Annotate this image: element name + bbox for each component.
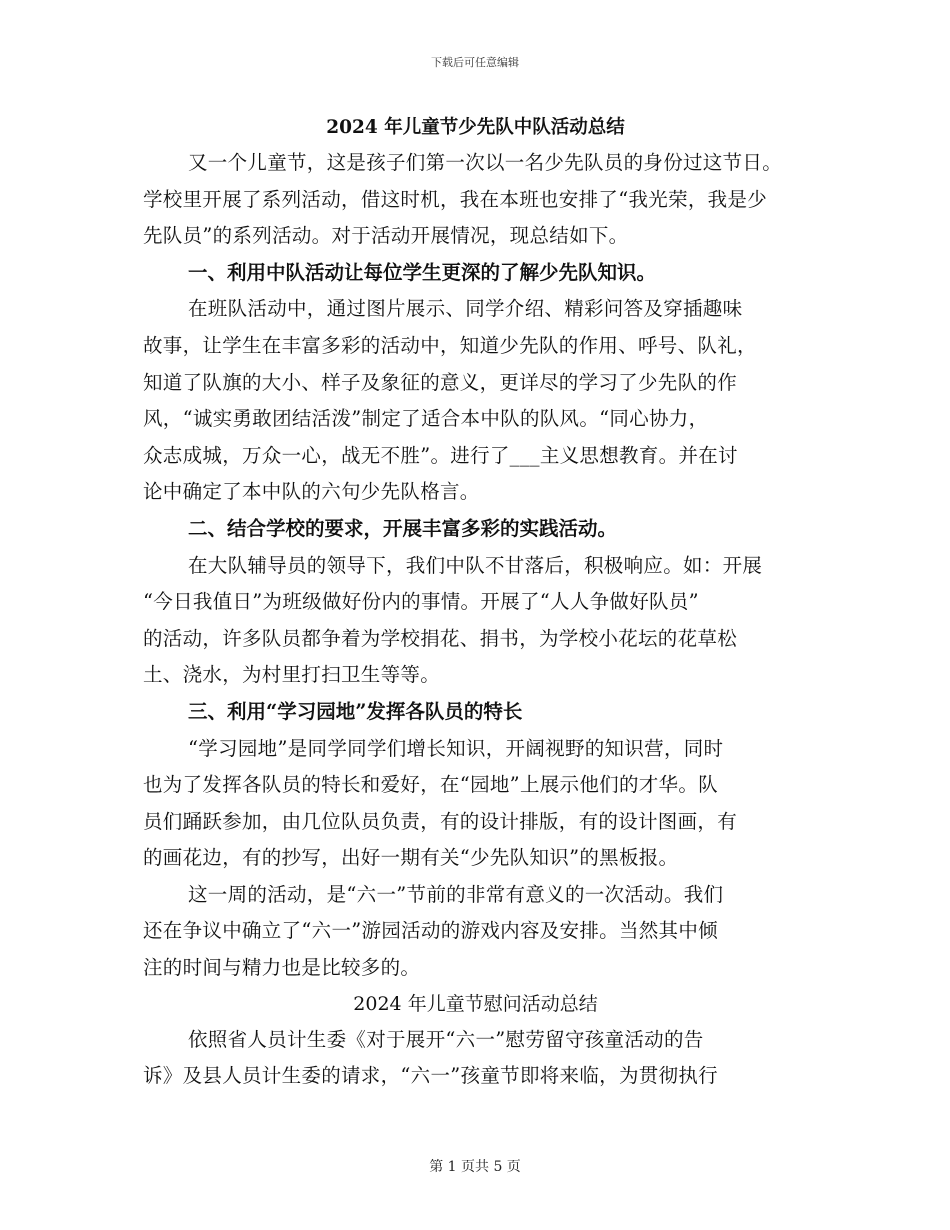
text-line: 风，“诚实勇敢团结活泼”制定了适合本中队的队风。“同心协力， bbox=[143, 407, 709, 431]
closing-paragraph bbox=[143, 877, 808, 987]
page-number: 第 1 页共 5 页 bbox=[429, 1159, 521, 1175]
section-heading-2: 二、结合学校的要求，开展丰富多彩的实践活动。 bbox=[188, 516, 618, 540]
second-doc-paragraph bbox=[143, 1022, 808, 1095]
section-heading-3: 三、利用“学习园地”发挥各队员的特长 bbox=[188, 699, 523, 723]
text-line: 学校里开展了系列活动，借这时机，我在本班也安排了“我光荣，我是少 bbox=[143, 187, 768, 211]
text-line: 员们踊跃参加，由几位队员负责，有的设计排版，有的设计图画，有 bbox=[143, 809, 738, 833]
text-line: “今日我值日”为班级做好份内的事情。开展了“人人争做好队员” bbox=[143, 590, 699, 614]
text-line: 还在争议中确立了“六一”游园活动的游戏内容及安排。当然其中倾 bbox=[143, 919, 718, 943]
text-line: 这一周的活动，是“六一”节前的非常有意义的一次活动。我们 bbox=[188, 882, 724, 906]
text-line: 知道了队旗的大小、样子及象征的意义，更详尽的学习了少先队的作 bbox=[143, 370, 738, 394]
section-2-paragraph bbox=[143, 548, 808, 694]
text-line: 在班队活动中，通过图片展示、同学介绍、精彩问答及穿插趣味 bbox=[188, 297, 743, 321]
header-note: 下载后可任意编辑 bbox=[431, 56, 519, 69]
text-line: 诉》及县人员计生委的请求，“六一”孩童节即将来临，为贯彻执行 bbox=[143, 1064, 718, 1088]
section-3-paragraph bbox=[143, 731, 808, 877]
text-line: 也为了发挥各队员的特长和爱好，在“园地”上展示他们的才华。队 bbox=[143, 773, 718, 797]
text-line: 在大队辅导员的领导下，我们中队不甘落后，积极响应。如：开展 bbox=[188, 553, 763, 577]
text-line: 土、浇水，为村里打扫卫生等等。 bbox=[143, 663, 441, 687]
section-1-paragraph bbox=[143, 291, 808, 511]
text-line: 注的时间与精力也是比较多的。 bbox=[143, 956, 421, 980]
text-line: 的活动，许多队员都争着为学校捐花、捐书，为学校小花坛的花草松 bbox=[143, 626, 738, 650]
text-line: 故事，让学生在丰富多彩的活动中，知道少先队的作用、呼号、队礼， bbox=[143, 333, 757, 357]
text-line: 先队员”的系列活动。对于活动开展情况，现总结如下。 bbox=[143, 224, 629, 248]
section-heading-1: 一、利用中队活动让每位学生更深的了解少先队知识。 bbox=[188, 260, 657, 284]
text-line: 众志成城，万众一心，战无不胜”。进行了___主义思想教育。并在讨 bbox=[143, 443, 738, 467]
intro-paragraph bbox=[143, 145, 808, 255]
text-line: 又一个儿童节，这是孩子们第一次以一名少先队员的身份过这节日。 bbox=[188, 151, 783, 174]
text-line: 的画花边，有的抄写，出好一期有关“少先队知识”的黑板报。 bbox=[143, 846, 679, 870]
document-body bbox=[143, 110, 808, 1095]
text-line: 论中确定了本中队的六句少先队格言。 bbox=[143, 480, 480, 504]
document-title: 2024 年儿童节少先队中队活动总结 bbox=[326, 117, 625, 138]
text-line: 依照省人员计生委《对于展开“六一”慰劳留守孩童活动的告 bbox=[188, 1027, 704, 1051]
text-line: “学习园地”是同学同学们增长知识，开阔视野的知识营，同时 bbox=[188, 736, 724, 760]
second-document-title: 2024 年儿童节慰问活动总结 bbox=[353, 992, 598, 1015]
